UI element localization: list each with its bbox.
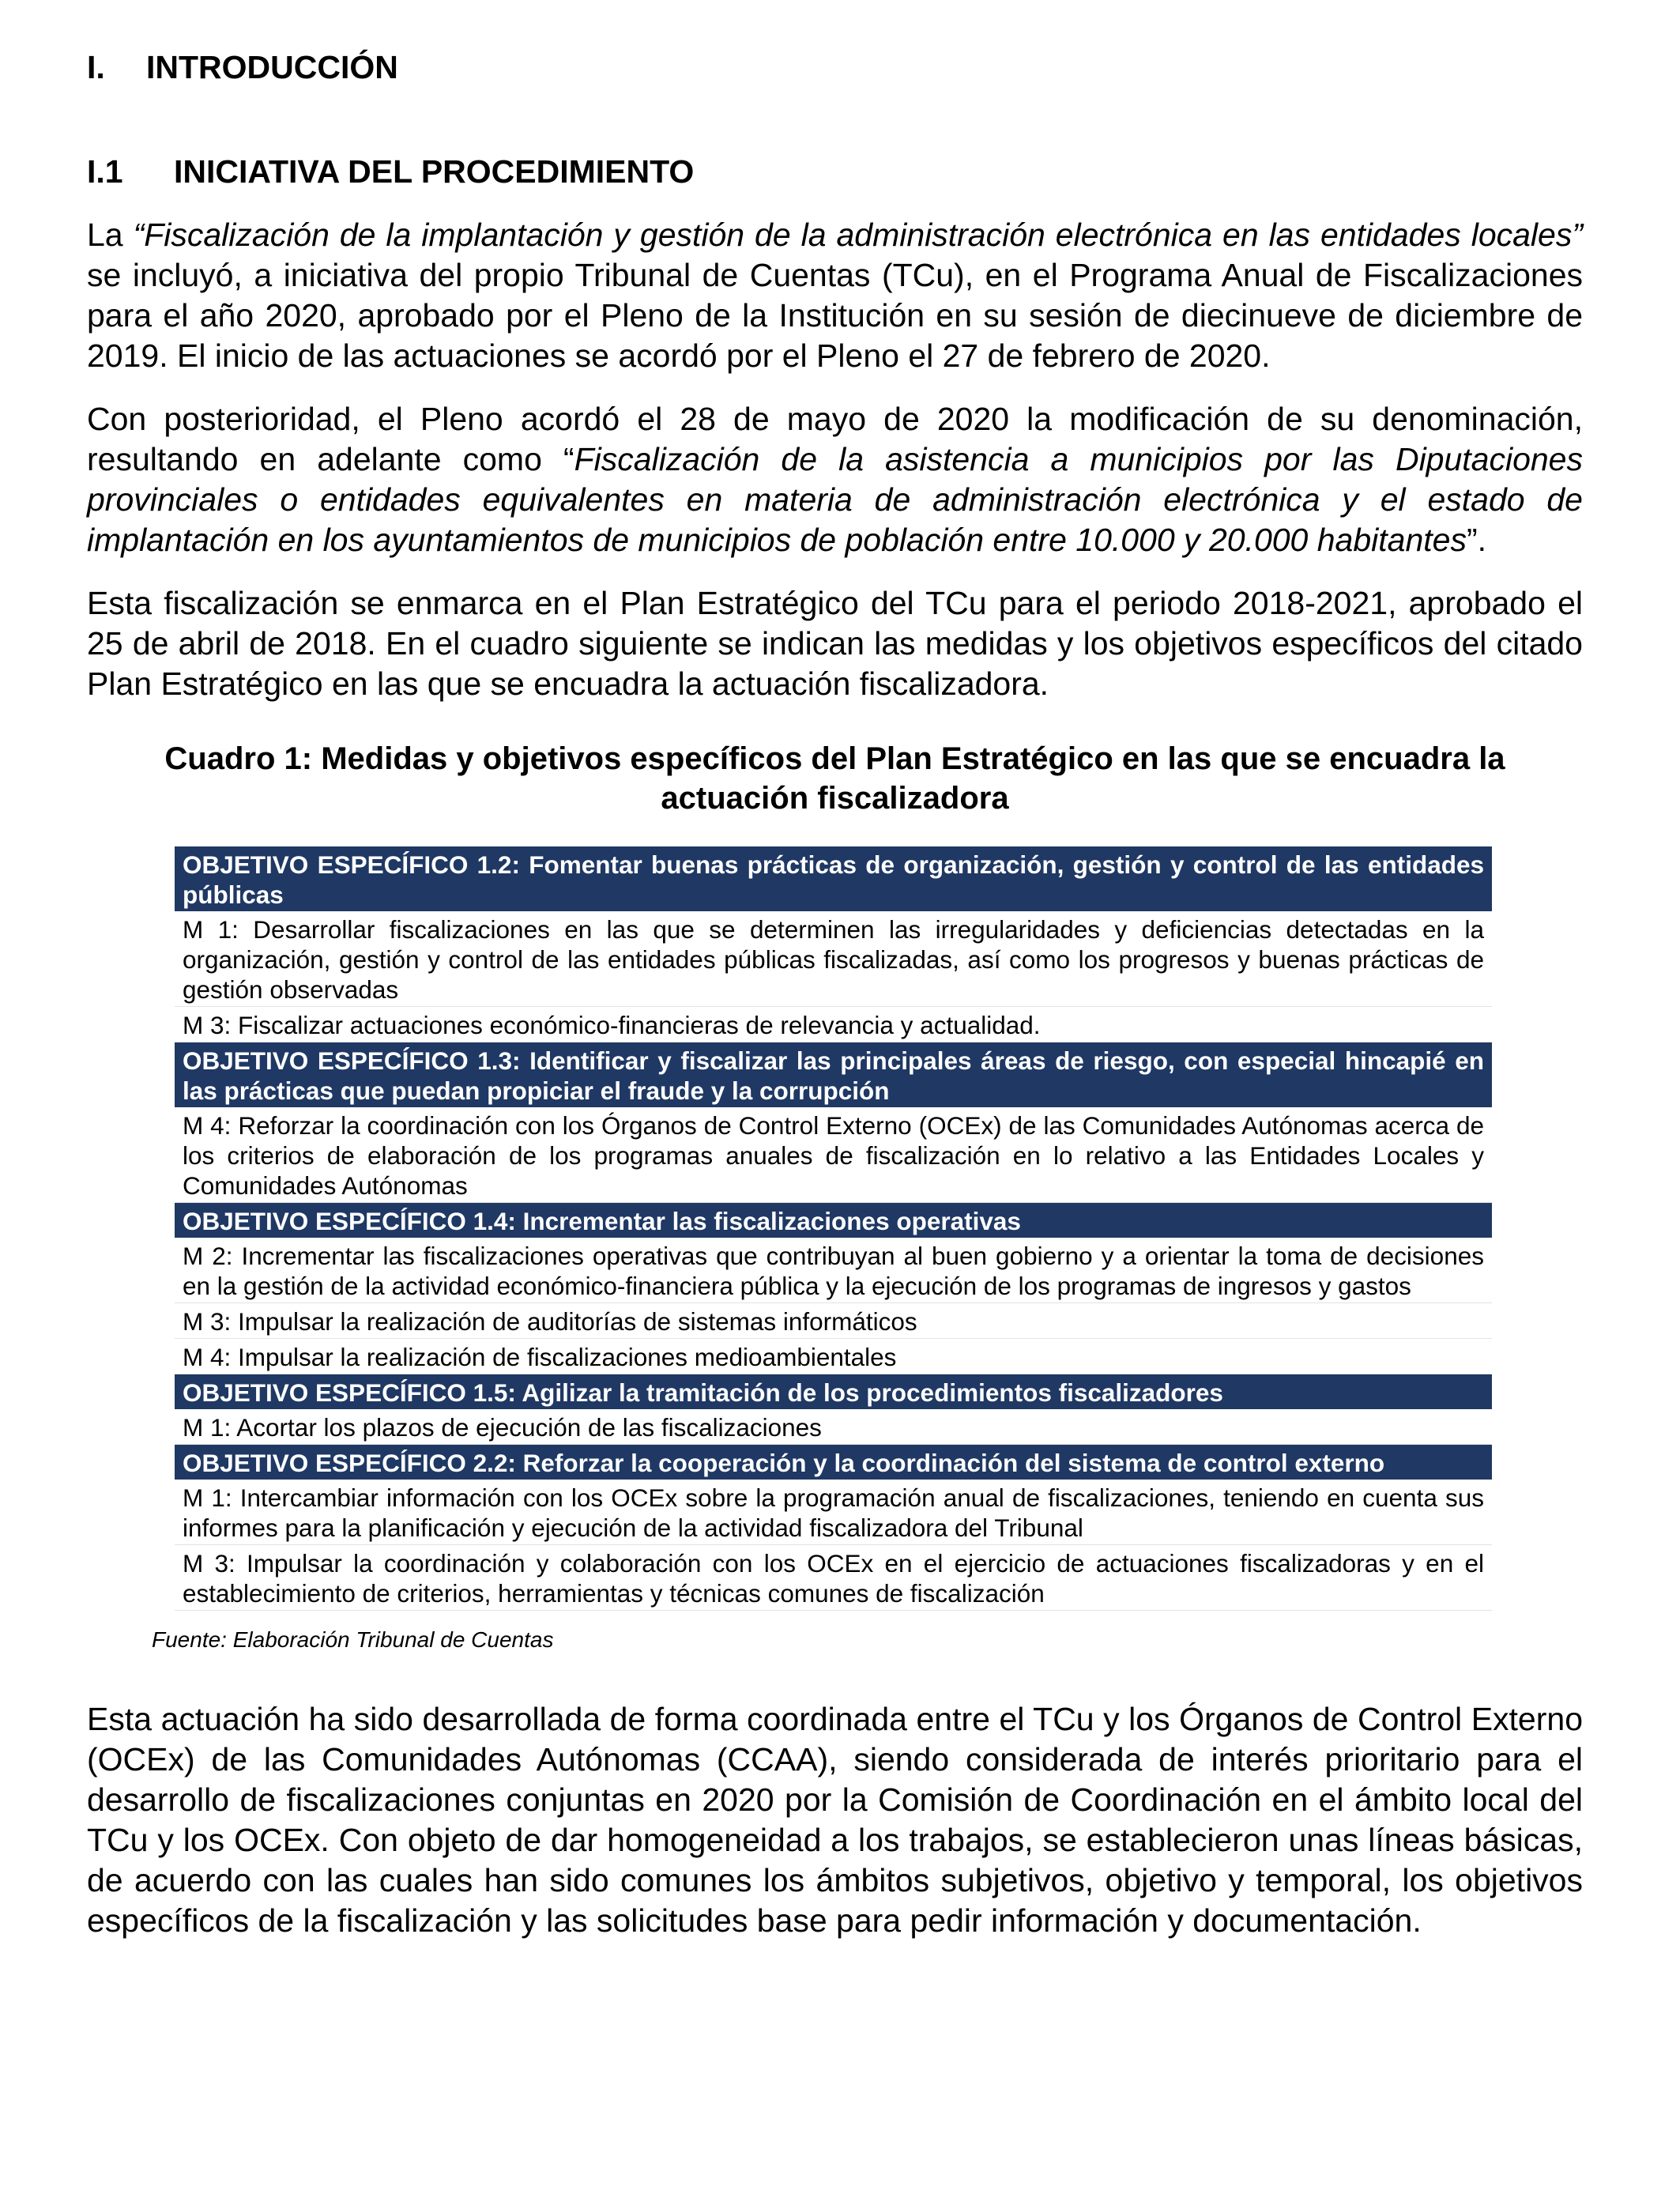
objective-header-row: [175, 846, 1492, 911]
paragraph-2-lead: Con posterioridad, el Pleno acordó el 28 de mayo de 2020 la modificación de su denominación, resultando en adelante como “: [87, 401, 1583, 477]
measure-cell: M 1: Acortar los plazos de ejecución de las fiscalizaciones: [175, 1409, 1492, 1445]
measure-row: [175, 1007, 1492, 1042]
measure-cell: M 1: Intercambiar información con los OCEx sobre la programación anual de fiscalizaciones, teniendo en cuenta sus informes para la planificación y ejecución de la actividad fiscalizadora del Tribunal: [175, 1480, 1492, 1545]
subsection-number: I.1: [87, 153, 123, 190]
objective-header-row: [175, 1042, 1492, 1108]
measure-row: [175, 911, 1492, 1007]
document-content: [87, 47, 1583, 1964]
paragraph-1-body: se incluyó, a iniciativa del propio Tribunal de Cuentas (TCu), en el Programa Anual de Fiscalizaciones para el año 2020, aprobado por el Pleno de la Institución en su sesión de diecinueve de diciembre de 2019. El inicio de las actuaciones se acordó por el Pleno el 27 de febrero de 2020.: [87, 257, 1583, 374]
measure-cell: M 4: Impulsar la realización de fiscalizaciones medioambientales: [175, 1339, 1492, 1374]
measure-row: [175, 1409, 1492, 1445]
measure-cell: M 4: Reforzar la coordinación con los Órganos de Control Externo (OCEx) de las Comunidades Autónomas acerca de los criterios de elaboración de los programas anuales de fiscalización en lo relativo a las Entidades Locales y Comunidades Autónomas: [175, 1107, 1492, 1203]
objective-header-row: [175, 1203, 1492, 1238]
section-title: INTRODUCCIÓN: [146, 49, 398, 85]
paragraph-2-end: ”.: [1466, 522, 1486, 558]
table-source: Fuente: Elaboración Tribunal de Cuentas: [152, 1627, 554, 1652]
objective-header-cell: OBJETIVO ESPECÍFICO 1.3: Identificar y fiscalizar las principales áreas de riesgo, con especial hincapié en las prácticas que puedan propiciar el fraude y la corrupción: [175, 1042, 1492, 1108]
measure-cell: M 3: Impulsar la realización de auditorías de sistemas informáticos: [175, 1303, 1492, 1339]
measure-cell: M 1: Desarrollar fiscalizaciones en las que se determinen las irregularidades y deficiencias detectadas en la organización, gestión y control de las entidades públicas fiscalizadas, así como los progresos y buenas prácticas de gestión observadas: [175, 911, 1492, 1007]
paragraph-3: Esta fiscalización se enmarca en el Plan Estratégico del TCu para el periodo 2018-2021, aprobado el 25 de abril de 2018. En el cuadro siguiente se indican las medidas y los objetivos específicos del citado Plan Estratégico en las que se encuadra la actuación fiscalizadora.: [87, 585, 1583, 702]
objective-header-row: [175, 1374, 1492, 1410]
measure-row: [175, 1545, 1492, 1611]
paragraph-2: [87, 399, 1583, 560]
measure-cell: M 2: Incrementar las fiscalizaciones operativas que contribuyan al buen gobierno y a orientar la toma de decisiones en la gestión de la actividad económico-financiera pública y la ejecución de los programas de ingresos y gastos: [175, 1238, 1492, 1303]
objective-header-cell: OBJETIVO ESPECÍFICO 1.4: Incrementar las fiscalizaciones operativas: [175, 1203, 1492, 1238]
objectives-table: [175, 846, 1492, 1611]
measure-cell: M 3: Impulsar la coordinación y colaboración con los OCEx en el ejercicio de actuaciones fiscalizadoras y en el establecimiento de criterios, herramientas y técnicas comunes de fiscalización: [175, 1545, 1492, 1611]
objective-header-row: [175, 1445, 1492, 1480]
measure-row: [175, 1303, 1492, 1339]
measure-row: [175, 1339, 1492, 1374]
measure-row: [175, 1107, 1492, 1203]
measure-row: [175, 1238, 1492, 1303]
paragraph-1: [87, 215, 1583, 376]
objective-header-cell: OBJETIVO ESPECÍFICO 1.2: Fomentar buenas prácticas de organización, gestión y control de las entidades públicas: [175, 846, 1492, 911]
objective-header-cell: OBJETIVO ESPECÍFICO 2.2: Reforzar la cooperación y la coordinación del sistema de control externo: [175, 1445, 1492, 1480]
subsection-heading: [87, 152, 1583, 191]
measure-cell: M 3: Fiscalizar actuaciones económico-financieras de relevancia y actualidad.: [175, 1007, 1492, 1042]
paragraph-4: Esta actuación ha sido desarrollada de forma coordinada entre el TCu y los Órganos de Control Externo (OCEx) de las Comunidades Autónomas (CCAA), siendo considerada de interés prioritario para el desarrollo de fiscalizaciones conjuntas en 2020 por la Comisión de Coordinación en el ámbito local del TCu y los OCEx. Con objeto de dar homogeneidad a los trabajos, se establecieron unas líneas básicas, de acuerdo con las cuales han sido comunes los ámbitos subjetivos, objetivo y temporal, los objetivos específicos de la fiscalización y las solicitudes base para pedir información y documentación.: [87, 1701, 1583, 1939]
paragraph-1-title: “Fiscalización de la implantación y gestión de la administración electrónica en las entidades locales”: [133, 217, 1583, 253]
measure-row: [175, 1480, 1492, 1545]
paragraph-2-title: Fiscalización de la asistencia a municipios por las Diputaciones provinciales o entidades equivalentes en materia de administración electrónica y el estado de implantación en los ayuntamientos de municipios de población entre 10.000 y 20.000 habitantes: [87, 441, 1583, 558]
section-number: I.: [87, 49, 105, 85]
section-heading: [87, 47, 1583, 87]
table-caption: Cuadro 1: Medidas y objetivos específicos del Plan Estratégico en las que se encuadra la actuación fiscalizadora: [164, 741, 1505, 816]
subsection-title: INICIATIVA DEL PROCEDIMIENTO: [174, 153, 695, 190]
paragraph-1-lead: La: [87, 217, 134, 253]
objective-header-cell: OBJETIVO ESPECÍFICO 1.5: Agilizar la tramitación de los procedimientos fiscalizadores: [175, 1374, 1492, 1410]
